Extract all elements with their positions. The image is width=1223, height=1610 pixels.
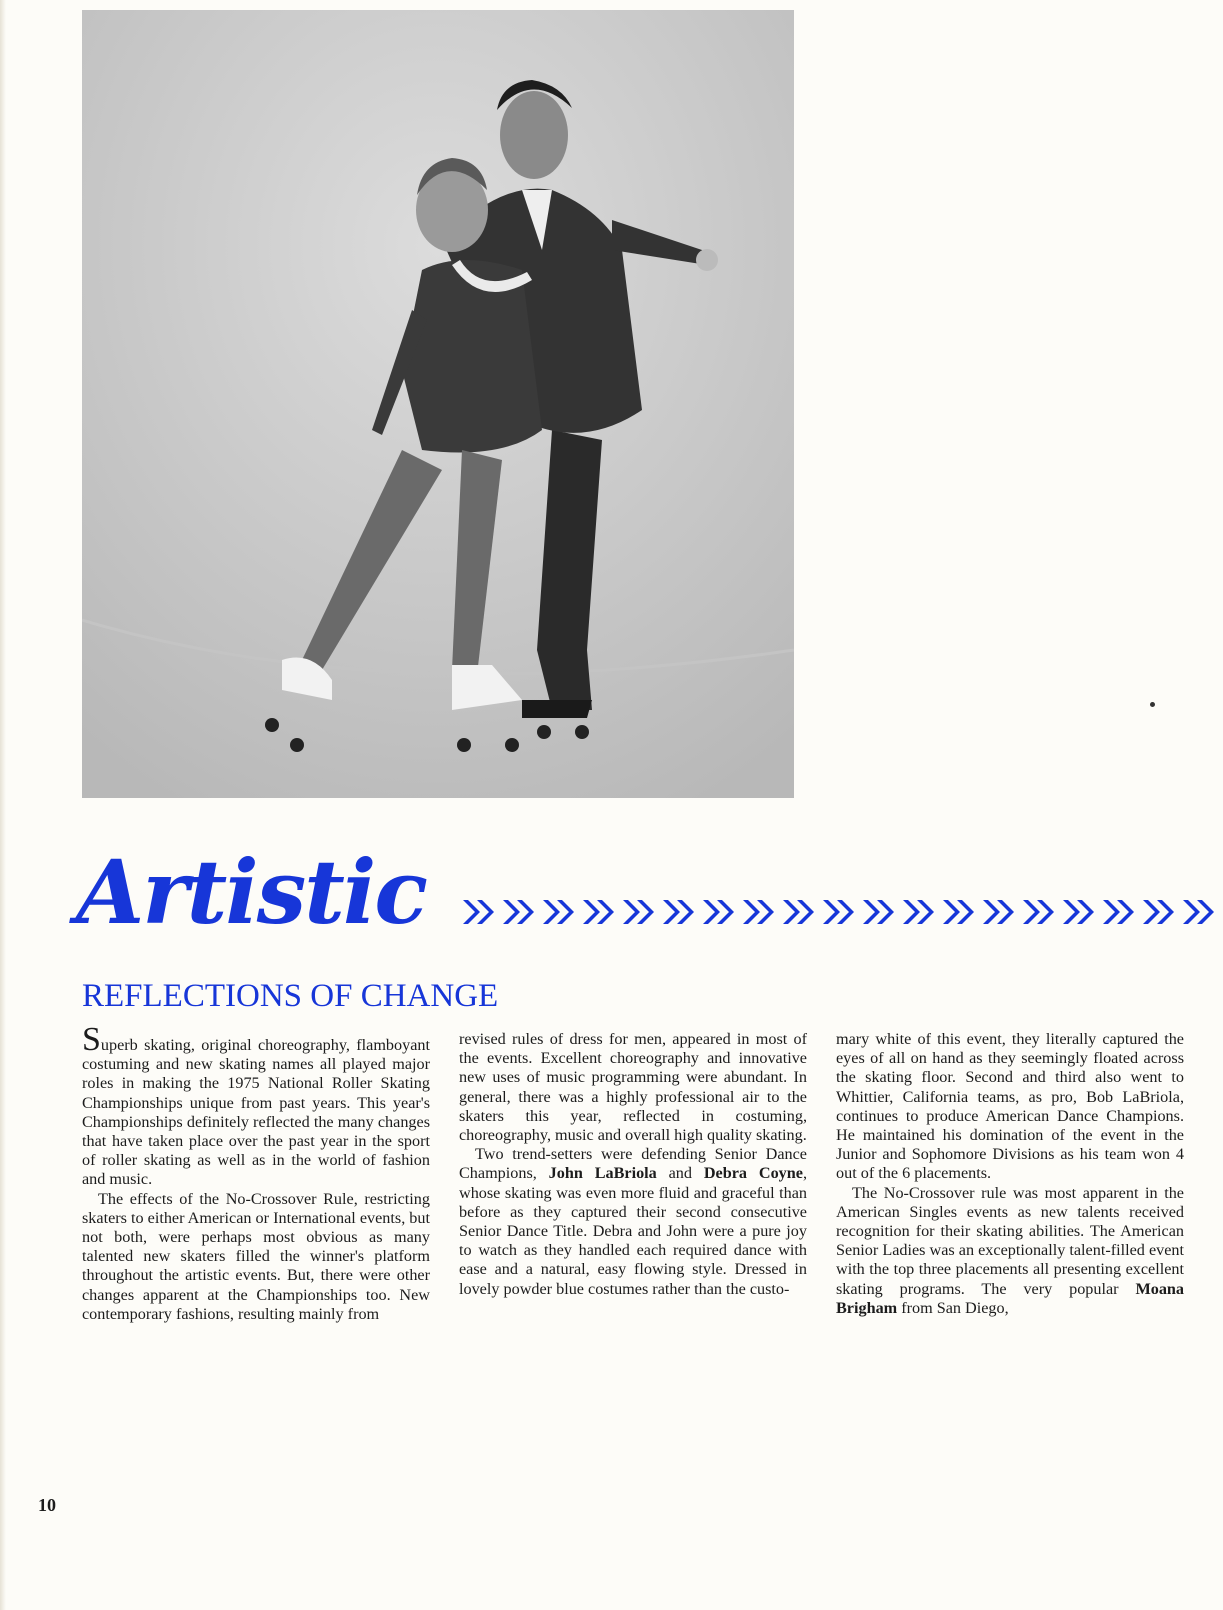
text-column-1 — [82, 1021, 430, 1324]
artistic-heading — [76, 842, 1196, 962]
paragraph: The effects of the No-Crossover Rule, restricting skaters to either American or International events, but not both, were perhaps most obvious as many talented new skaters filled the winner's platform throughout the artistic events. But, there were other changes apparent at the Championships too. New contemporary fashions, resulting mainly from — [82, 1189, 430, 1323]
double-chevron-right-icon — [463, 894, 1223, 930]
article-subtitle: REFLECTIONS OF CHANGE — [82, 978, 499, 1014]
roller-dance-couple-photo — [82, 10, 794, 798]
paragraph — [836, 1184, 1184, 1318]
page-number: 10 — [38, 1495, 56, 1515]
text-column-3 — [836, 1030, 1184, 1318]
paragraph-text: from San Diego, — [901, 1298, 1009, 1317]
paragraph: revised rules of dress for men, appeared in most of the events. Excellent choreography and innovative new uses of music programming were abundant. In general, there was a highly professional air to the skaters this year, reflected in costuming, choreography, music and overall high quality skating. — [459, 1030, 807, 1145]
paragraph — [459, 1145, 807, 1299]
paragraph-text: and — [668, 1164, 692, 1183]
skater-name: Moana Brigham — [836, 1279, 1185, 1317]
paragraph-text: Two trend-setters were defending Senior Dance Champions, — [459, 1145, 807, 1183]
skater-name: John LaBriola — [548, 1164, 657, 1183]
paragraph-text: , whose skating was even more fluid and graceful than before as they captured their second consecutive Senior Dance Title. Debra and John were a pure joy to watch as they handled each required dance with ease and a natural, easy flowing style. Dressed in lovely powder blue costumes rather than the custo- — [459, 1164, 807, 1298]
paragraph — [82, 1021, 430, 1190]
paragraph-text: The No-Crossover rule was most apparent in the American Singles events as new talents received recognition for their skating abilities. The American Senior Ladies was an exceptionally talent-filled event with the top three placements all presenting excellent skating programs. The very popular — [836, 1183, 1184, 1298]
page-edge-shadow — [0, 0, 6, 1610]
speck — [1150, 702, 1155, 707]
heading-script-word: Artistic — [76, 840, 426, 944]
skater-name: Debra Coyne — [703, 1164, 803, 1183]
paragraph-text: uperb skating, original choreography, flamboyant costuming and new skating names all played major roles in making the 1975 National Roller Skating Championships unique from past years. This year's Championships definitely reflected the many changes that have taken place over the past year in the sport of roller skating as well as in the world of fashion and music. — [82, 1036, 430, 1189]
paragraph: mary white of this event, they literally captured the eyes of all on hand as they seemingly floated across the skating floor. Second and third also went to Whittier, California teams, as pro, Bob LaBriola, continues to produce American Dance Champions. He maintained his domination of the event in the Junior and Sophomore Divisions as his team won 4 out of the 6 placements. — [836, 1030, 1184, 1183]
skating-photo — [82, 10, 794, 798]
drop-cap: S — [82, 1021, 101, 1058]
text-column-2 — [459, 1030, 807, 1299]
